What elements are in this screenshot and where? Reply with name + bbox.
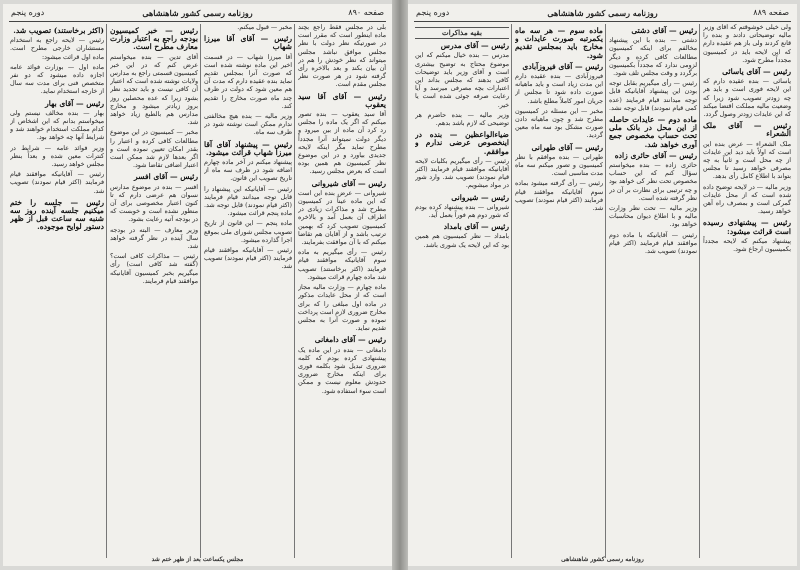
paragraph: طهرانی — بنده موافقم با نظر کمیسیون و تصور میکنم سه ماه مدت مناسبی است.	[515, 153, 603, 178]
speaker-heading: رئیس — آقای بامداد	[443, 222, 509, 232]
paragraph: ماده پنجم — این قانون از تاریخ تصویب مجلس شورای ملی بموقع اجرا گذارده میشود.	[204, 220, 292, 244]
paragraph: ملک الشعراء — عرض بنده این است که اولاً باید دید این عایدات از چه محل است و ثانیاً به چه مصرفی خواهد رسید تا مجلس بتواند با اطلاع کامل رأی بدهد.	[703, 140, 791, 181]
right-column-divider	[511, 24, 512, 558]
left-page-footer: مجلس یکساعت بعد از ظهر ختم شد	[151, 556, 244, 563]
right-page-footer: روزنامه رسمی کشور شاهنشاهی	[561, 556, 644, 563]
left-page-header	[9, 7, 386, 21]
paragraph: شیروانی — عرض بنده این است که این ماده عیناً در کمیسیون مطرح شد و مذاکرات زیادی در اطراف آن بعمل آمد و بالاخره کمیسیون تصویب کرد که بهمین ترتیب باشد و از آقایان هم تقاضا میکنم که با آن موافقت بفرمایند.	[298, 189, 386, 247]
speaker-heading: رئیس — خبر کمیسیون بودجه راجع به اعتبار وزارت معارف مطرح است.	[110, 26, 198, 52]
paragraph: مخبر — قبول میکنم.	[237, 24, 292, 31]
speaker-heading: (اکثر برخاستند) تصویب شد.	[13, 26, 104, 35]
speaker-heading: ماده سوم — هر سه ماه یکمرتبه صورت عایدات و مخارج باید بمجلس تقدیم شود.	[515, 26, 603, 60]
speaker-heading: رئیس — آقای آقا میرزا شهاب	[204, 34, 292, 52]
left-page-number: صفحه ۸۹۰	[348, 8, 384, 17]
speaker-heading: رئیس — آقای دشتی	[631, 26, 697, 35]
paragraph: فیروزآبادی — بنده عقیده دارم این مدت زیاد است و باید ماهیانه صورت داده شود تا مجلس از جریان امور کاملاً مطلع باشد.	[515, 73, 603, 105]
left-page-issue: دوره پنجم	[11, 8, 45, 17]
paragraph: آقا سید یعقوب — بنده تصور میکنم که اگر یک ماده را مجلس رد کرد آن ماده از بین میرود و دیگر دولت نمیتواند آنرا مجدداً مطرح نماید مگر اینکه لایحه جدیدی بیاورد و در این موضوع نظر کمیسیون هم همین بوده است که بعرض مجلس رسید.	[298, 111, 386, 176]
left-column-divider	[106, 24, 107, 558]
paragraph: رئیس — رأی گرفته میشود بماده سوم آقایانیکه موافقند قیام فرمایند (اکثر قیام نمودند) تصویب شد.	[515, 180, 603, 213]
left-column-4	[10, 24, 104, 560]
left-column-3	[110, 24, 198, 560]
paragraph: آقا میرزا شهاب — در قسمت اخیر این ماده نوشته شده است که صورت آنرا بمجلس تقدیم نماید بنده عقیده دارم که مدت آن هم معین شود که دولت در ظرف چند ماه صورت مخارج را تقدیم کند.	[204, 53, 292, 110]
speaker-heading: رئیس — آقای مدرس	[440, 41, 509, 51]
paragraph: ماده اول — بوزارت فوائد عامه اجازه داده میشود که دو نفر متخصص فنی برای مدت سه سال از خارجه استخدام نماید.	[10, 63, 104, 96]
left-page-title: روزنامه رسمی کشور شاهنشاهی	[142, 8, 253, 18]
left-header-rule	[9, 21, 386, 22]
speaker-heading: رئیس — جلسه را ختم میکنیم جلسه آینده روز سه شنبه سه ساعت قبل از ظهر دستور لوایح موجوده.	[10, 197, 104, 232]
right-page-header	[414, 7, 791, 21]
left-page	[3, 4, 392, 566]
right-column-2	[609, 24, 697, 560]
paragraph: ولی خیلی خوشوقتم که آقای وزیر مالیه توضیحاتی دادند و بنده را قانع کردند ولی باز هم عقیده دارم که این لایحه باید در کمیسیون مجدداً مطرح شود.	[703, 24, 791, 64]
speaker-heading: رئیس — شیروانی	[451, 192, 509, 202]
paragraph: رئیس — آقایانیکه موافقند قیام فرمایند (اکثر قیام نمودند) تصویب شد.	[10, 171, 104, 195]
paragraph: افسر — بنده در موضوع مدارس نسوان هم عرضی دارم که تا کنون اعتبار مخصوصی برای آن منظور نشده است و خوبست که در بودجه آتیه رعایت بشود.	[110, 183, 198, 224]
right-page-title: روزنامه رسمی کشور شاهنشاهی	[547, 8, 658, 18]
paragraph: رئیس — آقایانیکه موافقند قیام فرمایند (اکثر قیام نمودند) تصویب شد.	[204, 247, 292, 271]
paragraph: رئیس — آقایانیکه این پیشنهاد را قابل توجه میدانند قیام فرمایند (اکثر قیام نمودند) قابل توجه شد. ماده پنجم قرائت میشود.	[204, 185, 292, 218]
speaker-heading: ماده دوم — عایدات حاصله از این محل در بانک ملی تحت حساب مخصوص جمع آوری خواهد شد.	[609, 115, 697, 149]
paragraph: پیشنهاد میکنم در آخر ماده چهارم اضافه شود در ظرف سه ماه از تاریخ تصویب این قانون.	[204, 159, 292, 183]
right-column-4	[415, 24, 509, 560]
speaker-heading: رئیس — آقای یاسائی	[722, 67, 791, 77]
speaker-heading: رئیس — پیشنهادی رسیده است قرائت میشود:	[703, 218, 791, 236]
right-column-divider	[699, 24, 700, 558]
paragraph: وزیر فوائد عامه — شرایط در کنترات معین شده و بعداً بنظر مجلس خواهد رسید.	[10, 144, 104, 169]
paragraph: رئیس — مذاکرات کافی است؟ (گفته شد کافی است) رأی میگیریم بخبر کمیسیون آقایانیکه موافقند قیام فرمایند.	[110, 253, 198, 285]
right-header-rule	[414, 21, 791, 22]
paragraph: مدرس — بنده خیال میکنم که این موضوع محتاج به توضیح بیشتری است و آقای وزیر باید توضیحات کافی بدهند که مجلس بداند این اعتبارات بچه مصرفی میرسد و آیا رعایت صرفه جوئی شده است یا خیر.	[415, 52, 509, 109]
left-column-2	[204, 24, 292, 560]
paragraph: وزیر مالیه — بنده هیچ مخالفتی ندارم ممکن است نوشته شود در ظرف سه ماه.	[204, 113, 292, 137]
speaker-heading: رئیس — پیشنهاد آقای آقا میرزا شهاب قرائت میشود.	[204, 139, 292, 157]
paragraph: بامداد — نظر کمیسیون هم همین بود که این لایحه یک شوری باشد.	[415, 233, 509, 249]
speaker-heading: رئیس — آقای شیروانی	[311, 178, 386, 188]
speaker-heading: رئیس — آقای فیروزآبادی	[522, 61, 603, 71]
paragraph: دامغانی — بنده در این ماده یک پیشنهادی کرده بودم که کلمه ضروری تبدیل شود بکلمه فوری برای اینکه مخارج ضروری حدودش معلوم نیست و ممکن است سوء استفاده شود.	[298, 346, 386, 395]
paragraph: شیروانی — بنده پیشنهاد کرده بودم که شور دوم هم فوراً بعمل آید.	[415, 203, 509, 220]
paragraph: وزیر مالیه — در لایحه توضیح داده شده است که از محل عایدات گمرکی است و بمصرف راه آهن خواهد رسید.	[703, 183, 791, 216]
right-column-divider	[605, 24, 606, 558]
paragraph: بهار — بنده مخالف نیستم ولی میخواستم بدانم که این اشخاص از کدام مملکت استخدام خواهند شد و شرایط آنها چه خواهد بود.	[10, 109, 104, 142]
left-column-divider	[294, 24, 295, 558]
right-page	[408, 4, 797, 566]
section-heading: بقیه مذاکرات	[415, 27, 509, 39]
paragraph: مخبر — کمیسیون در این موضوع مطالعات کافی کرده و اعتبار را بقدر امکان تعیین نموده است و اگر بعدها لازم شد ممکن است اعتبار اضافی تقاضا شود.	[110, 129, 198, 170]
paragraph: مخبر — این مسئله در کمیسیون مطرح شد و چون ماهیانه دادن صورت مشکل بود سه ماه معین گردید.	[515, 107, 603, 140]
paragraph: رئیس — آقایانیکه با ماده دوم موافقند قیام فرمایند (اکثر قیام نمودند) تصویب شد.	[609, 231, 697, 256]
paragraph: یاسائی — بنده عقیده دارم که این لایحه فوری است و باید هر چه زودتر تصویب شود زیرا که وضعیت مالیه مملکت اقتضا میکند که این عایدات زودتر وصول گردد.	[703, 78, 791, 119]
speaker-heading: رئیس — آقای آقا سید یعقوب	[298, 91, 386, 109]
speaker-heading: رئیس — آقای حائری زاده	[614, 150, 697, 160]
paragraph: بلی در مجلس فقط راجع بچند ماده اینطور است که مقرر است در صورتیکه نظر دولت با نظر مجلس موافق نباشد مجلس میتواند که نظر خودش را هم در آن بیان بکند و بعد بالاخره رأی گرفته شود در هر صورت نظر مجلس مقدم است.	[298, 24, 386, 89]
right-column-1	[703, 24, 791, 560]
paragraph: ماده چهارم — وزارت مالیه مجاز است که از محل عایدات مذکور در ماده اول مبلغی را که برای مخارج ضروری لازم است پرداخت نموده و صورت آنرا به مجلس تقدیم نماید.	[298, 284, 386, 333]
speaker-heading: رئیس — آقای دامغانی	[314, 335, 386, 345]
paragraph: رئیس — لایحه راجع به استخدام مستشاران خارجی مطرح است. ماده اول قرائت میشود:	[10, 37, 104, 61]
paragraph: دشتی — بنده با این پیشنهاد مخالفم برای اینکه کمیسیون مطالعات کافی کرده و دیگر لزومی ندارد که مجدداً بکمیسیون برگردد و وقت مجلس تلف شود.	[609, 37, 697, 78]
right-column-3	[515, 24, 603, 560]
right-page-issue: دوره پنجم	[416, 8, 450, 17]
right-page-number: صفحه ۸۸۹	[753, 8, 789, 17]
speaker-heading: رئیس — آقای افسر	[134, 172, 198, 182]
paragraph: رئیس — رأی میگیریم بقابل توجه بودن این پیشنهاد آقایانیکه قابل توجه میدانند قیام فرمایند (عده کمی قیام نمودند) قابل توجه نشد.	[609, 80, 697, 112]
speaker-heading: رئیس — آقای بهار	[45, 98, 104, 108]
paragraph: وزیر مالیه — تحت نظر وزارت مالیه و با اطلاع دیوان محاسبات خواهد بود.	[609, 205, 697, 229]
paragraph: وزیر مالیه — بنده حاضرم هر توضیحی که لازم باشد بدهم.	[415, 111, 509, 128]
book-gutter	[392, 0, 408, 570]
paragraph: آقای تدین — بنده میخواستم عرض کنم که در این خبر کمیسیون قسمتی راجع به مدارس ولایات نوشته شده است که اعتبار آن کافی نیست و باید تجدید نظر بشود زیرا که عده محصلین روز بروز زیادتر میشود و مخارج مدارس هم بالطبع زیاد خواهد شد.	[110, 53, 198, 127]
speaker-heading: ضیاءالواعظین — بنده در اینخصوص عرضی ندارم و موافقم.	[415, 130, 509, 156]
paragraph: حائری زاده — بنده میخواستم سؤال کنم که این حساب مخصوص تحت نظر کی خواهد بود و چه ترتیبی برای نظارت بر آن در نظر گرفته شده است.	[609, 162, 697, 202]
paragraph: رئیس — رأی میگیریم بکلیات لایحه آقایانیکه موافقند قیام فرمایند (اکثر قیام نمودند) تصویب شد. وارد شور در مواد میشویم.	[415, 157, 509, 190]
speaker-heading: رئیس — آقای ملک الشعراء	[703, 121, 791, 139]
paragraph: رئیس — رأی میگیریم به ماده سوم آقایانیکه موافقند قیام فرمایند (اکثر برخاستند) تصویب شد ماده چهارم قرائت میشود.	[298, 249, 386, 281]
speaker-heading: رئیس — آقای طهرانی	[531, 142, 603, 152]
left-column-divider	[200, 24, 201, 558]
paragraph: وزیر معارف — البته در بودجه سال آینده در نظر گرفته خواهد شد.	[110, 226, 198, 251]
paragraph: پیشنهاد میکنم که لایحه مجدداً بکمیسیون ارجاع شود.	[703, 237, 791, 254]
left-column-1	[298, 24, 386, 560]
